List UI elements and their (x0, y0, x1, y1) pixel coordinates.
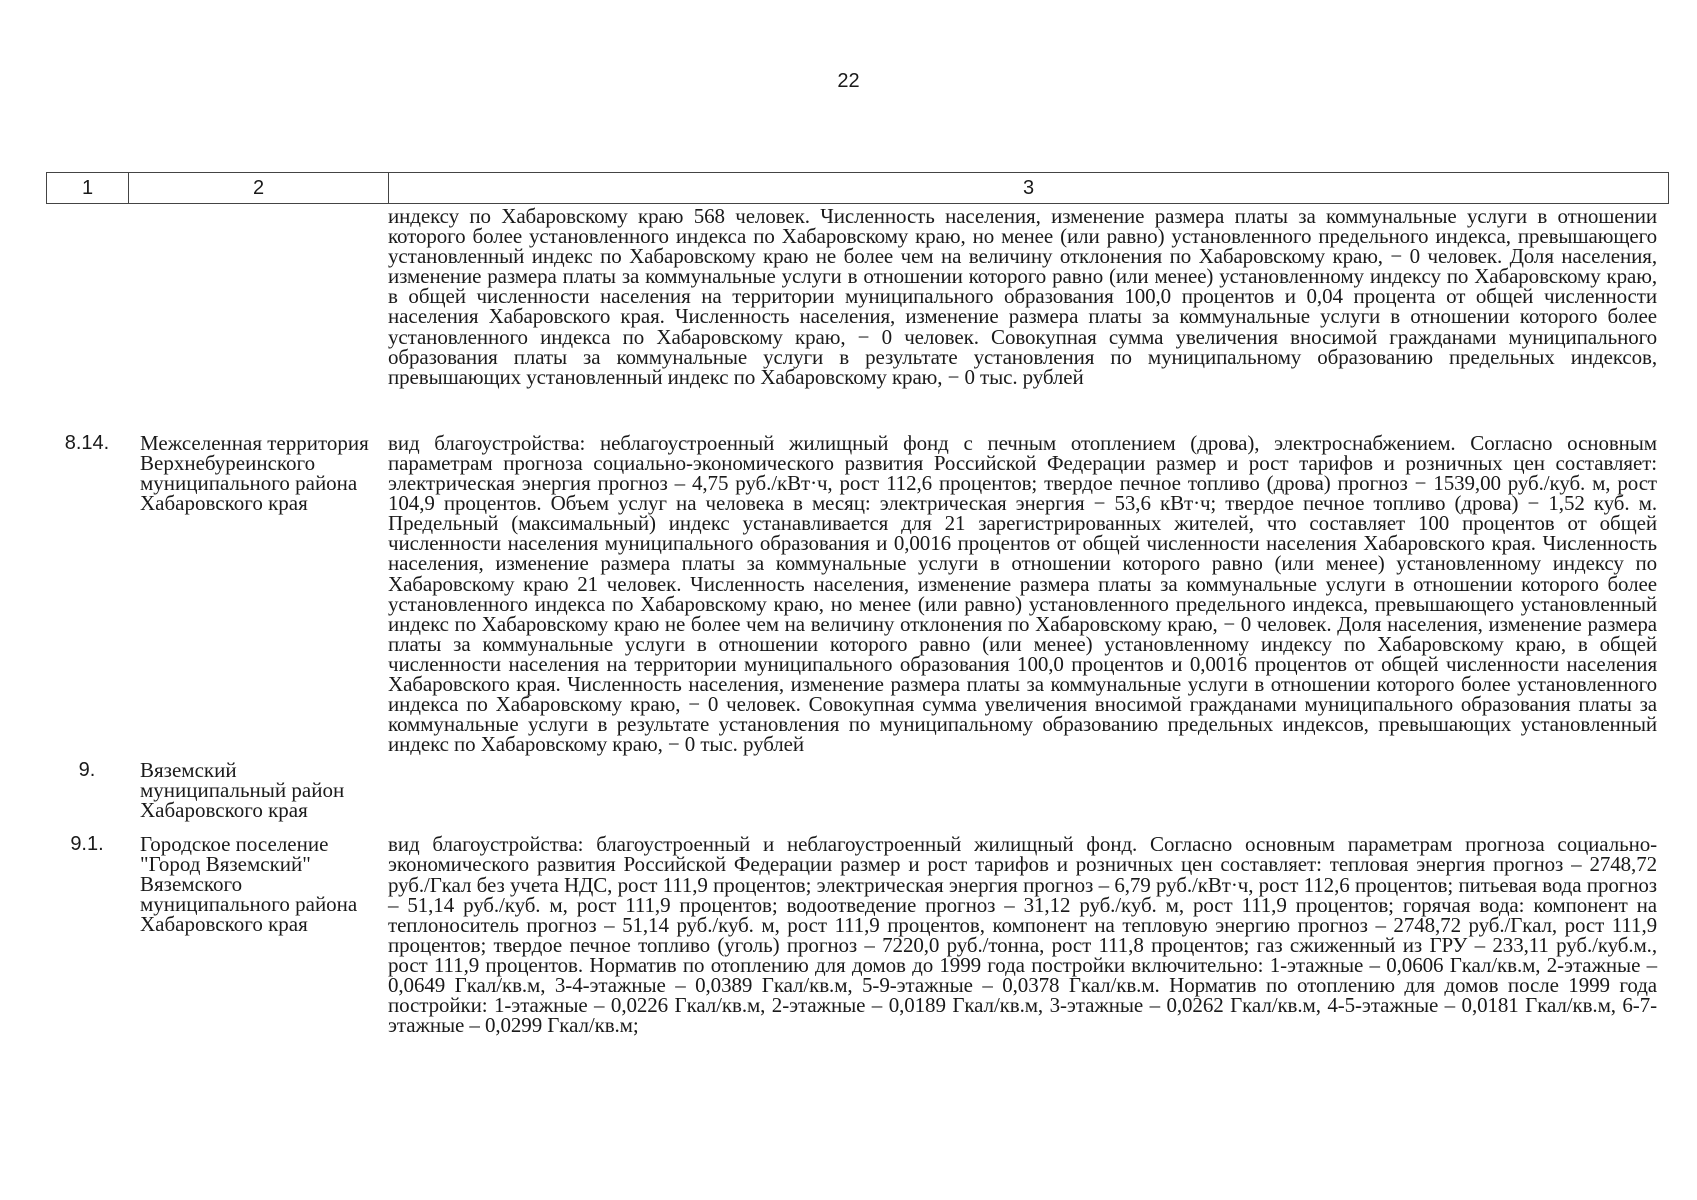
header-col-description: 3 (389, 173, 1669, 204)
row-number: 9. (78, 759, 96, 782)
row-description: индексу по Хабаровскому краю 568 человек. Численность населения, изменение размера платы за коммунальные услуги в отношении которого более установленного индекса по Хабаровскому краю, но менее (или равно) установленного предельного индекса, превышающего установленный индекс по Хабаровскому краю не более чем на величину отклонения по Хабаровскому краю, − 0 человек. Доля населения, изменение размера платы за коммунальные услуги в отношении которого равно (или менее) установленному индексу по Хабаровскому краю, в общей численности населения на территории муниципального образования 100,0 процентов и 0,04 процента от общей численности населения Хабаровского края. Численность населения, изменение размера платы за коммунальные услуги в отношении которого более установленного индекса по Хабаровскому краю, − 0 человек. Совокупная сумма увеличения вносимой гражданами муниципального образования платы за коммунальные услуги в результате установления по муниципальному образованию предельных индексов, превышающих установленный индекс по Хабаровскому краю, − 0 тыс. рублей (388, 204, 1657, 389)
table-row-continuation (46, 206, 1669, 387)
row-territory-name: Городское поселение "Город Вяземский" Вяземского муниципального района Хабаровского края (140, 832, 358, 937)
header-col-name: 2 (129, 173, 389, 204)
table-row-9-1 (46, 832, 1669, 1038)
table-header (46, 172, 1669, 204)
row-number: 9.1. (70, 833, 104, 856)
row-number: 8.14. (64, 431, 110, 454)
row-description: вид благоустройства: благоустроенный и неблагоустроенный жилищный фонд. Согласно основным параметрам прогноза социально-экономического развития Российской Федерации размер и рост тарифов и розничных цен составляет: тепловая энергия прогноз – 2748,72 руб./Гкал без учета НДС, рост 111,9 процентов; электрическая энергия прогноз – 6,79 руб./кВт·ч, рост 112,6 процентов; питьевая вода прогноз – 51,14 руб./куб. м, рост 111,9 процентов; водоотведение прогноз – 31,12 руб./куб. м, рост 111,9 процентов; горячая вода: компонент на теплоноситель прогноз – 51,14 руб./куб. м, рост 111,9 процентов, компонент на тепловую энергию прогноз – 2748,72 руб./Гкал, рост 111,9 процентов; твердое печное топливо (уголь) прогноз – 7220,0 руб./тонна, рост 111,8 процентов; газ сжиженный из ГРУ – 233,11 руб./куб.м., рост 111,9 процентов. Норматив по отоплению для домов до 1999 года постройки включительно: 1-этажные – 0,0606 Гкал/кв.м, 2-этажные – 0,0649 Гкал/кв.м, 3-4-этажные – 0,0389 Гкал/кв.м, 5-9-этажные – 0,0378 Гкал/кв.м. Норматив по отоплению для домов после 1999 года постройки: 1-этажные – 0,0226 Гкал/кв.м, 2-этажные – 0,0189 Гкал/кв.м, 3-этажные – 0,0262 Гкал/кв.м, 4-5-этажные – 0,0181 Гкал/кв.м, 6-7-этажные – 0,0299 Гкал/кв.м; (388, 832, 1657, 1038)
table-row-9 (46, 758, 1669, 823)
row-territory-name: Межселенная территория Верхнебуреинского муниципального района Хабаровского края (140, 430, 369, 515)
header-col-number: 1 (47, 173, 129, 204)
page-number: 22 (837, 70, 860, 92)
table-body (46, 204, 1669, 1038)
row-description: вид благоустройства: неблагоустроенный жилищный фонд с печным отоплением (дрова), электроснабжением. Согласно основным параметрам прогноза социально-экономического развития Российской Федерации размер и рост тарифов и розничных цен составляет: электрическая энергия прогноз – 4,75 руб./кВт·ч, рост 112,6 процентов; твердое печное топливо (дрова) прогноз − 1539,00 руб./куб. м, рост 104,9 процентов. Объем услуг на человека в месяц: электрическая энергия − 53,6 кВт·ч; твердое печное топливо (дрова) − 1,52 куб. м. Предельный (максимальный) индекс устанавливается для 21 зарегистрированных жителей, что составляет 100 процентов от общей численности населения муниципального образования и 0,0016 процентов от общей численности населения Хабаровского края. Численность населения, изменение размера платы за коммунальные услуги в отношении которого равно (или менее) установленному индексу по Хабаровскому краю 21 человек. Численность населения, изменение размера платы за коммунальные услуги в отношении которого более установленного индекса по Хабаровскому краю, но менее (или равно) установленного предельного индекса, превышающего установленный индекс по Хабаровскому краю не более чем на величину отклонения по Хабаровскому краю, − 0 человек. Доля населения, изменение размера платы за коммунальные услуги в отношении которого равно (или менее) установленному индексу по Хабаровскому краю, в общей численности населения на территории муниципального образования 100,0 процентов и 0,0016 процентов от общей численности населения Хабаровского края. Численность населения, изменение размера платы за коммунальные услуги в отношении которого более установленного индекса по Хабаровскому краю, − 0 человек. Совокупная сумма увеличения вносимой гражданами муниципального образования платы за коммунальные услуги в результате установления по муниципальному образованию предельных индексов, превышающих установленный индекс по Хабаровскому краю, − 0 тыс. рублей (388, 430, 1657, 757)
row-territory-name: Вяземский муниципальный район Хабаровского края (140, 758, 345, 823)
table-row-8-14 (46, 430, 1669, 757)
